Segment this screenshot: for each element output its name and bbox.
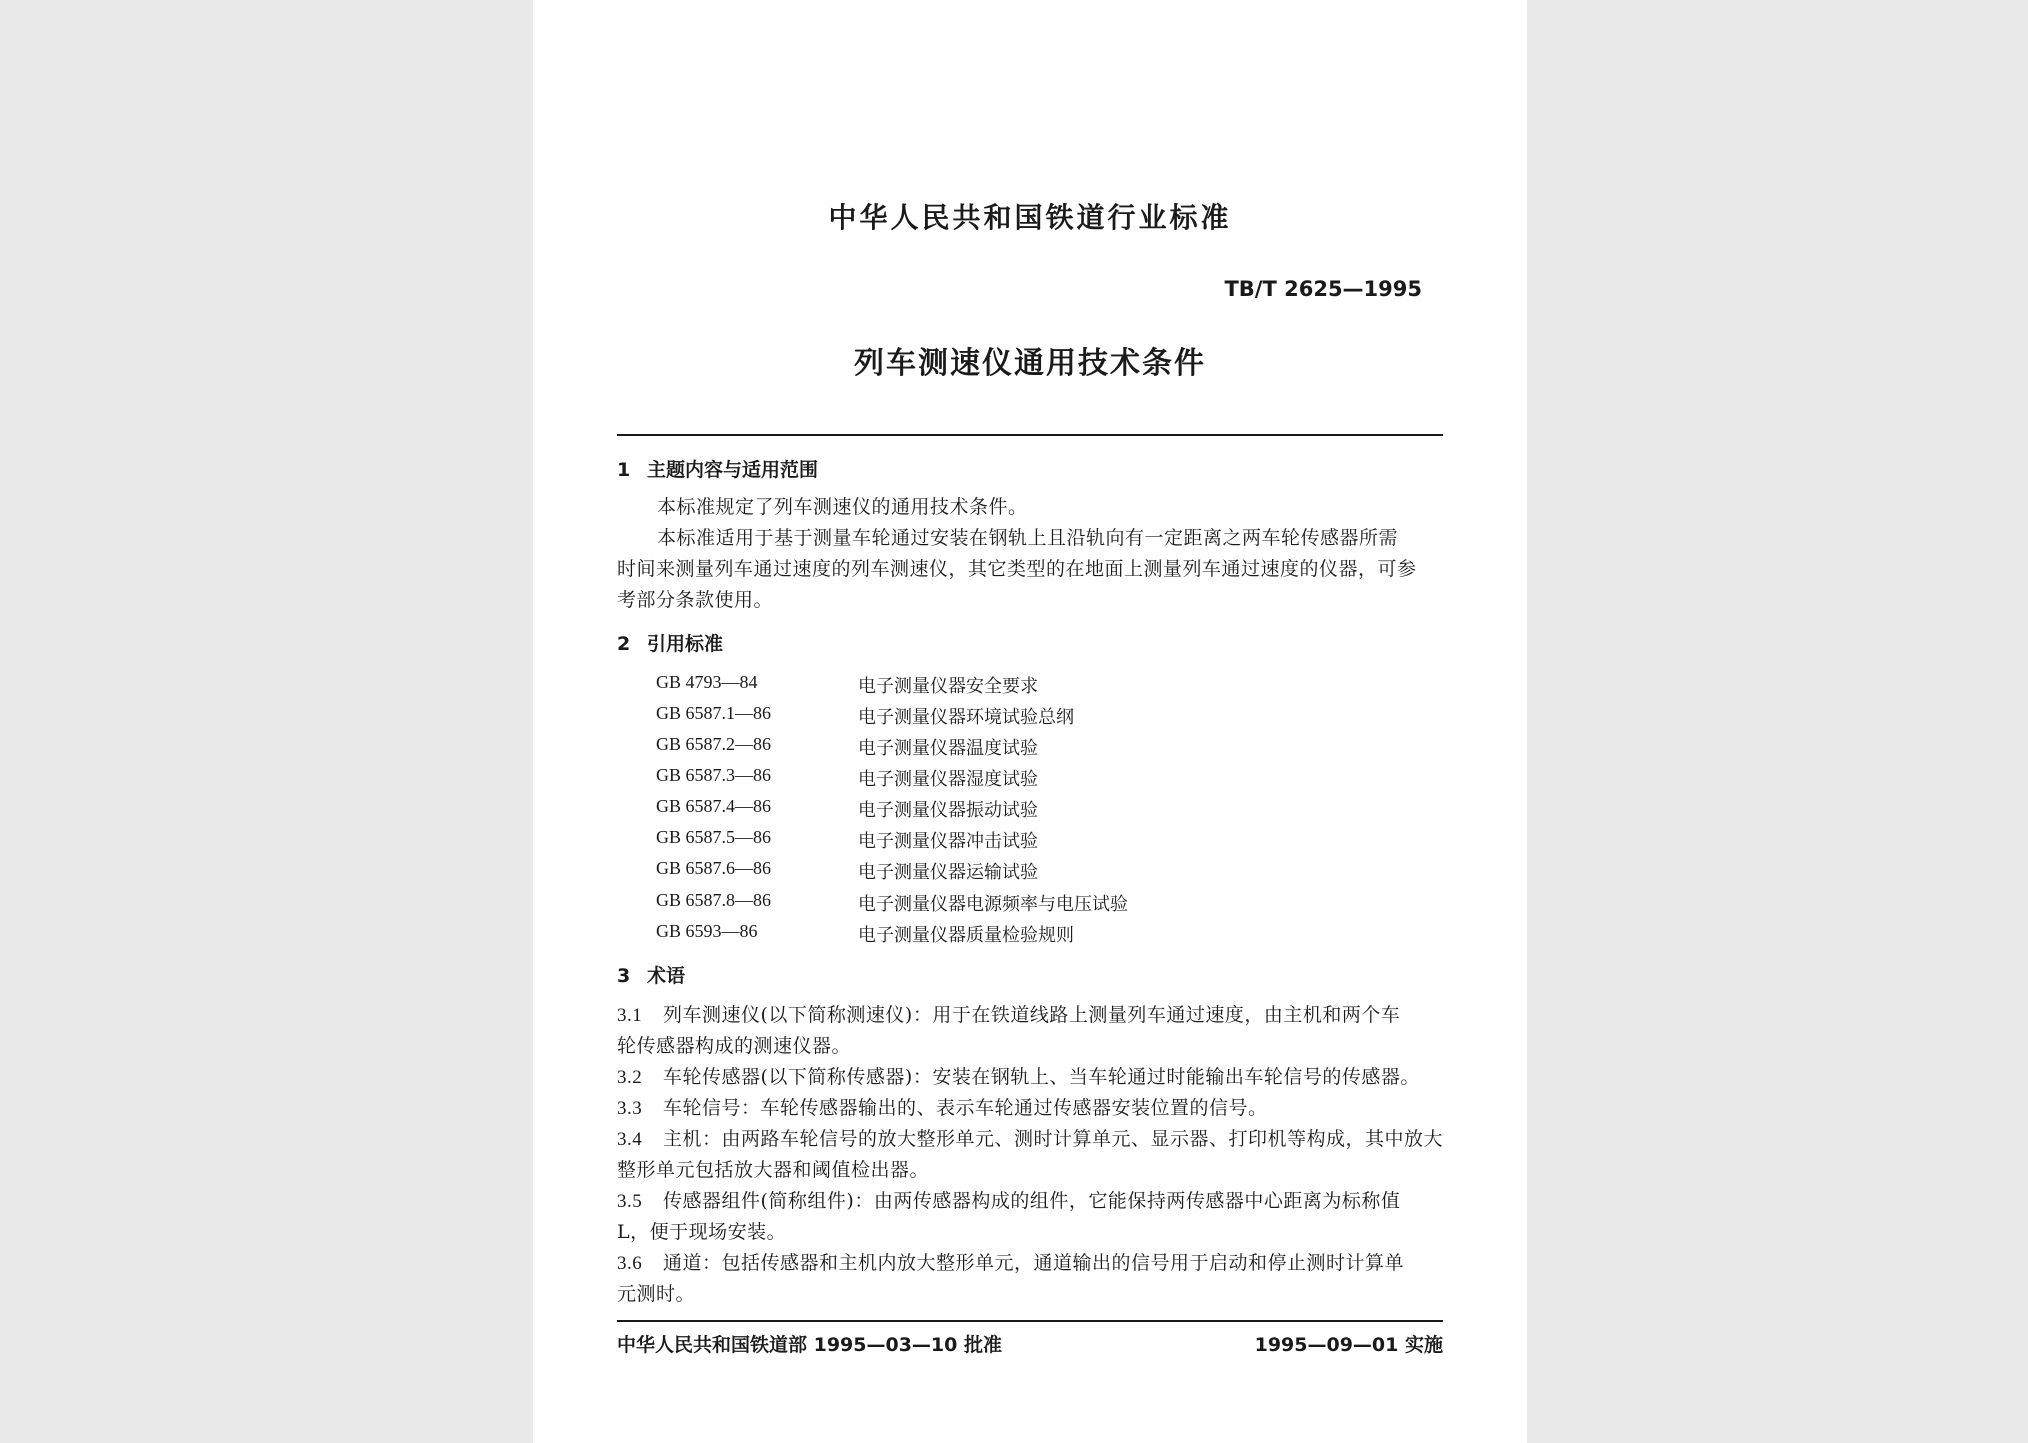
term-text: 通道：包括传感器和主机内放大整形单元，通道输出的信号用于启动和停止测时计算单 — [663, 1252, 1405, 1274]
ref-name: 电子测量仪器温度试验 — [858, 738, 1038, 759]
standard-code: TB/T 2625—1995 — [1224, 277, 1422, 301]
section1-p1: 本标准规定了列车测速仪的通用技术条件。 — [657, 496, 1028, 518]
section2-num: 2 — [617, 633, 631, 655]
term-text: L，便于现场安装。 — [617, 1221, 787, 1243]
ref-code: GB 6587.2—86 — [656, 734, 772, 754]
ref-code: GB 6587.1—86 — [656, 703, 772, 723]
section1-p2-l3: 考部分条款使用。 — [617, 589, 774, 611]
section1-num: 1 — [617, 459, 631, 481]
term-3-5 — [617, 1186, 1443, 1248]
term-number: 3.5 — [617, 1191, 643, 1212]
section2-heading-text: 引用标准 — [647, 633, 724, 655]
section3-num: 3 — [617, 965, 631, 987]
ref-name: 电子测量仪器湿度试验 — [858, 769, 1038, 790]
section3-heading-text: 术语 — [647, 965, 686, 987]
term-text: 列车测速仪(以下简称测速仪)：用于在铁道线路上测量列车通过速度，由主机和两个车 — [663, 1004, 1401, 1026]
section1-p2-l1: 本标准适用于基于测量车轮通过安装在钢轨上且沿轨向有一定距离之两车轮传感器所需 — [657, 527, 1399, 549]
term-text: 轮传感器构成的测速仪器。 — [617, 1035, 852, 1057]
document-page — [533, 0, 1527, 1443]
term-text: 主机：由两路车轮信号的放大整形单元、测时计算单元、显示器、打印机等构成，其中放大 — [663, 1128, 1444, 1150]
ref-name: 电子测量仪器质量检验规则 — [858, 925, 1074, 946]
doc-title: 列车测速仪通用技术条件 — [854, 346, 1206, 381]
org-title: 中华人民共和国铁道行业标准 — [828, 201, 1232, 234]
section1-p2-l2: 时间来测量列车通过速度的列车测速仪，其它类型的在地面上测量列车通过速度的仪器，可参 — [617, 558, 1417, 580]
ref-code: GB 4793—84 — [656, 672, 758, 692]
section2-heading — [617, 629, 723, 656]
bottom-rule — [617, 1320, 1443, 1322]
term-number: 3.4 — [617, 1129, 643, 1150]
section1-heading — [617, 455, 818, 482]
ref-code: GB 6593—86 — [656, 921, 758, 941]
ref-name: 电子测量仪器振动试验 — [858, 800, 1038, 821]
section1-heading-text: 主题内容与适用范围 — [647, 459, 819, 481]
ref-name: 电子测量仪器安全要求 — [858, 676, 1038, 697]
section1-body — [617, 492, 1443, 616]
term-3-4 — [617, 1124, 1443, 1186]
term-number: 3.1 — [617, 1005, 643, 1026]
top-rule — [617, 434, 1443, 436]
term-text: 车轮信号：车轮传感器输出的、表示车轮通过传感器安装位置的信号。 — [663, 1097, 1268, 1119]
term-3-1 — [617, 1000, 1443, 1062]
ref-code: GB 6587.6—86 — [656, 858, 772, 878]
term-3-6 — [617, 1248, 1443, 1310]
ref-name: 电子测量仪器运输试验 — [858, 862, 1038, 883]
ref-code: GB 6587.5—86 — [656, 827, 772, 847]
ref-code: GB 6587.8—86 — [656, 890, 772, 910]
ref-name: 电子测量仪器冲击试验 — [858, 831, 1038, 852]
term-text: 传感器组件(简称组件)：由两传感器构成的组件，它能保持两传感器中心距离为标称值 — [663, 1190, 1401, 1212]
section3-heading — [617, 961, 685, 988]
term-text: 车轮传感器(以下简称传感器)：安装在钢轨上、当车轮通过时能输出车轮信号的传感器。 — [663, 1066, 1420, 1088]
term-text: 元测时。 — [617, 1283, 696, 1305]
term-number: 3.2 — [617, 1067, 643, 1088]
term-text: 整形单元包括放大器和阈值检出器。 — [617, 1159, 930, 1181]
ref-code: GB 6587.3—86 — [656, 765, 772, 785]
term-number: 3.6 — [617, 1253, 643, 1274]
approval-line: 中华人民共和国铁道部 1995—03—10 批准 — [617, 1334, 1002, 1356]
effective-line: 1995—09—01 实施 — [1254, 1334, 1443, 1356]
term-3-2 — [617, 1062, 1443, 1093]
term-3-3 — [617, 1093, 1443, 1124]
ref-code: GB 6587.4—86 — [656, 796, 772, 816]
ref-name: 电子测量仪器电源频率与电压试验 — [858, 894, 1128, 915]
ref-name: 电子测量仪器环境试验总纲 — [858, 707, 1074, 728]
term-number: 3.3 — [617, 1098, 643, 1119]
